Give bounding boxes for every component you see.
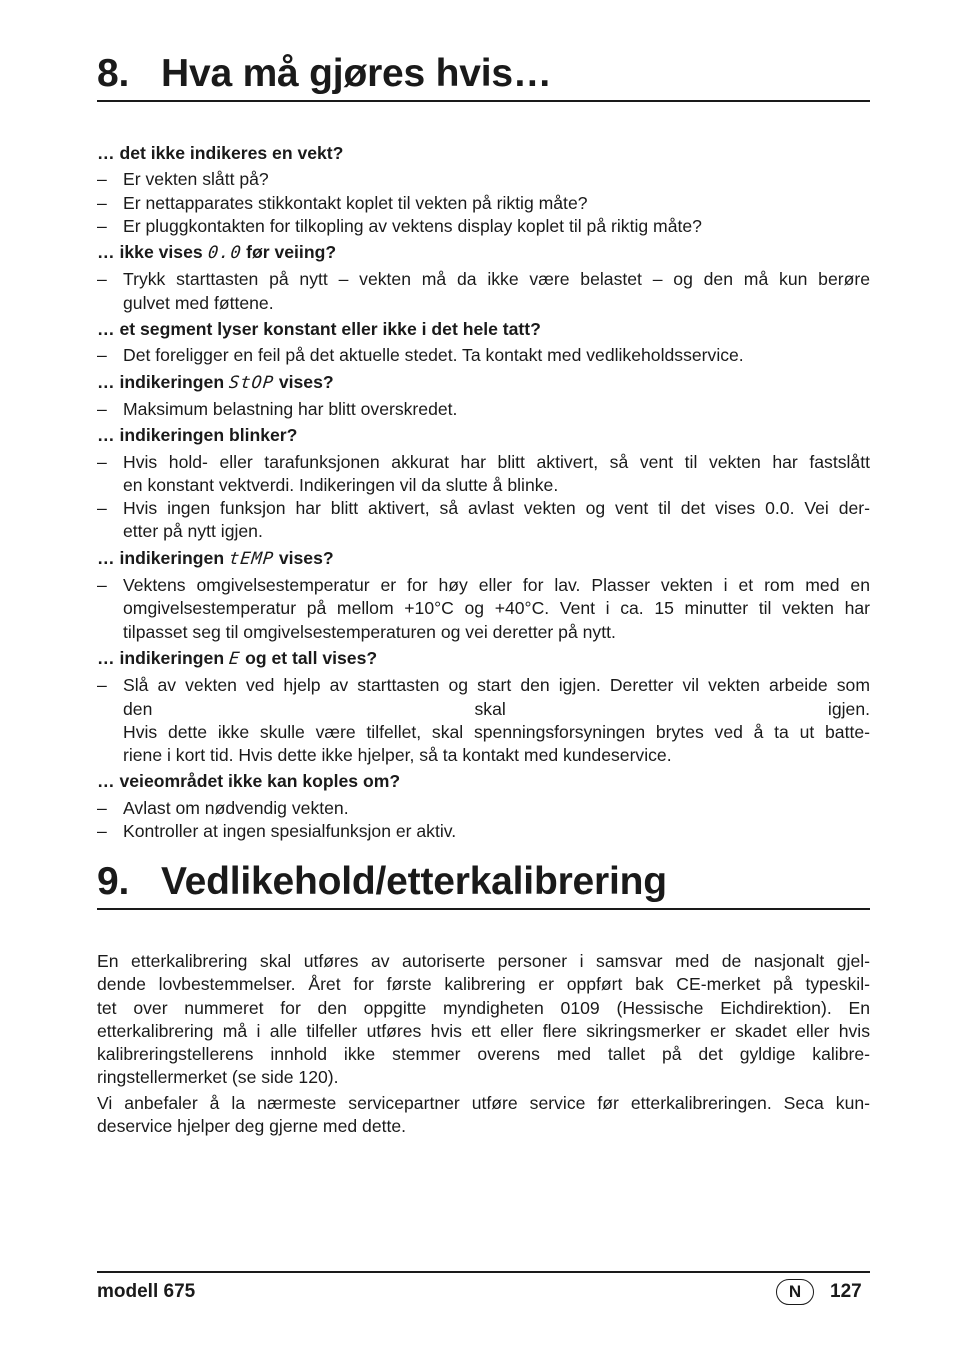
faq-group (97, 424, 870, 543)
answer-line: Avlast om nødvendig vekten. (123, 797, 349, 818)
question-text-suffix: vises? (273, 547, 334, 568)
footer-rule (97, 1271, 870, 1273)
faq-answer-item (97, 820, 870, 843)
faq-question (97, 770, 870, 793)
answer-line: Maksimum belastning har blitt overskredet. (123, 398, 458, 419)
answer-line: tilpasset seg til omgivelsestemperaturen og vei deretter på nytt. (123, 621, 616, 642)
answer-line: Slå av vekten ved hjelp av starttasten og start den igjen. Deretter vil vekten arbeide som (123, 675, 870, 696)
display-segment-code: E (228, 648, 242, 669)
paragraph-line: En etterkalibrering skal utføres av autoriserte personer i samsvar med de nasjonalt gjel- (97, 951, 870, 971)
dash-bullet: – (97, 192, 107, 213)
paragraph-line: Vi anbefaler å la nærmeste servicepartner utføre service før etterkalibreringen. Seca kun- (97, 1092, 870, 1113)
display-segment-code: tEMP (228, 548, 276, 569)
question-text: … indikeringen (97, 371, 229, 392)
faq-answer-item (97, 574, 870, 644)
dash-bullet: – (97, 675, 107, 696)
faq-group (97, 770, 870, 843)
question-text: … indikeringen blinker? (97, 425, 298, 446)
faq-group (97, 547, 870, 644)
answer-line: Hvis dette ikke skulle være tilfellet, skal spenningsforsyningen brytes ved å ta ut batte- (123, 721, 870, 742)
faq-group (97, 142, 870, 238)
question-text-suffix: vises? (273, 371, 334, 392)
faq-answer-item (97, 674, 870, 767)
section-8-heading (97, 52, 870, 102)
section-9-heading (97, 860, 870, 910)
paragraph-line: etterkalibrering må i alle tilfeller utføres hvis ett eller flere sikringsmerker er skadet eller hvis (97, 1020, 870, 1041)
answer-line: Trykk starttasten på nytt – vekten må da ikke være belastet – og den må kun berøre (123, 269, 870, 290)
question-text: … et segment lyser konstant eller ikke i det hele tatt? (97, 319, 541, 340)
faq-answer-item (97, 497, 870, 544)
paragraph-line: dende lovbestemmelser. Året for første kalibrering er oppført bak CE-merket på typeskil- (97, 974, 870, 995)
question-text-suffix: før veiing? (241, 242, 337, 263)
answer-line: riene i kort tid. Hvis dette ikke hjelper, så ta kontakt med kundeservice. (123, 745, 672, 766)
question-text: … veieområdet ikke kan koples om? (97, 771, 401, 792)
faq-answer-item (97, 192, 870, 215)
display-segment-code: 0.0 (206, 243, 243, 264)
paragraph-line: tet over nummeret for den oppgitte myndigheten 0109 (Hessische Eichdirektion). En (97, 997, 870, 1018)
faq-answer-item (97, 344, 870, 367)
section-9-body (97, 950, 870, 1140)
paragraph (97, 1092, 870, 1139)
dash-bullet: – (97, 269, 107, 290)
answer-line: Vektens omgivelsestemperatur er for høy eller for lav. Plasser vekten i et rom med en (123, 575, 870, 596)
faq-group (97, 371, 870, 422)
answer-line: Er pluggkontakten for tilkopling av vektens display koplet til på riktig måte? (123, 215, 702, 236)
question-text: … indikeringen (97, 647, 229, 668)
faq-question (97, 318, 870, 341)
answer-line: Det foreligger en feil på det aktuelle stedet. Ta kontakt med vedlikeholdsservice. (123, 345, 744, 366)
question-text: … indikeringen (97, 547, 229, 568)
faq-answer-item (97, 451, 870, 498)
answer-line: den skal igjen. (123, 698, 870, 719)
faq-answer-item (97, 268, 870, 315)
faq-group (97, 318, 870, 368)
section-8-title: Hva må gjøres hvis… (161, 52, 552, 95)
section-8-number: 8. (97, 52, 130, 95)
troubleshooting-list (97, 142, 870, 846)
dash-bullet: – (97, 345, 107, 366)
display-segment-code: StOP (228, 372, 276, 393)
faq-answer-item (97, 797, 870, 820)
answer-line: Hvis ingen funksjon har blitt aktivert, så avlast vekten og vent til det vises 0.0. Vei der- (123, 498, 870, 519)
faq-answer-item (97, 398, 870, 421)
question-text: … det ikke indikeres en vekt? (97, 143, 344, 163)
paragraph (97, 950, 870, 1090)
paragraph-line: deservice hjelper deg gjerne med dette. (97, 1116, 407, 1137)
language-badge: N (776, 1279, 814, 1305)
faq-question (97, 547, 870, 571)
faq-question (97, 142, 870, 165)
faq-question (97, 647, 870, 671)
question-text: … ikke vises (97, 242, 208, 263)
dash-bullet: – (97, 451, 107, 472)
answer-line: Hvis hold- eller tarafunksjonen akkurat har blitt aktivert, så vent til vekten har fastslått (123, 451, 870, 472)
section-9-title: Vedlikehold/etterkalibrering (161, 860, 667, 903)
dash-bullet: – (97, 215, 107, 236)
dash-bullet: – (97, 575, 107, 596)
answer-line: Kontroller at ingen spesialfunksjon er aktiv. (123, 821, 457, 842)
answer-line: Er nettapparates stikkontakt koplet til vekten på riktig måte? (123, 192, 588, 213)
answer-line: gulvet med føttene. (123, 292, 274, 313)
answer-line: en konstant vektverdi. Indikeringen vil da slutte å blinke. (123, 474, 559, 495)
paragraph-line: kalibreringstellerens innhold ikke stemmer overens med tallet på det gyldige kalibre- (97, 1044, 870, 1065)
faq-answer-item (97, 168, 870, 191)
answer-line: etter på nytt igjen. (123, 521, 263, 542)
faq-group (97, 241, 870, 315)
section-9-number: 9. (97, 860, 130, 903)
paragraph-line: ringstellermerket (se side 120). (97, 1067, 339, 1088)
answer-line: Er vekten slått på? (123, 169, 269, 190)
faq-question (97, 241, 870, 265)
dash-bullet: – (97, 398, 107, 419)
answer-line: omgivelsestemperatur på mellom +10°C og +40°C. Vent i ca. 15 minutter til vekten har (123, 598, 870, 619)
dash-bullet: – (97, 169, 107, 190)
faq-question (97, 424, 870, 447)
page-number: 127 (830, 1281, 862, 1302)
footer-model: modell 675 (97, 1281, 196, 1302)
faq-answer-item (97, 215, 870, 238)
dash-bullet: – (97, 821, 107, 842)
faq-question (97, 371, 870, 395)
faq-group (97, 647, 870, 767)
dash-bullet: – (97, 498, 107, 519)
dash-bullet: – (97, 797, 107, 818)
question-text-suffix: og et tall vises? (240, 647, 378, 668)
